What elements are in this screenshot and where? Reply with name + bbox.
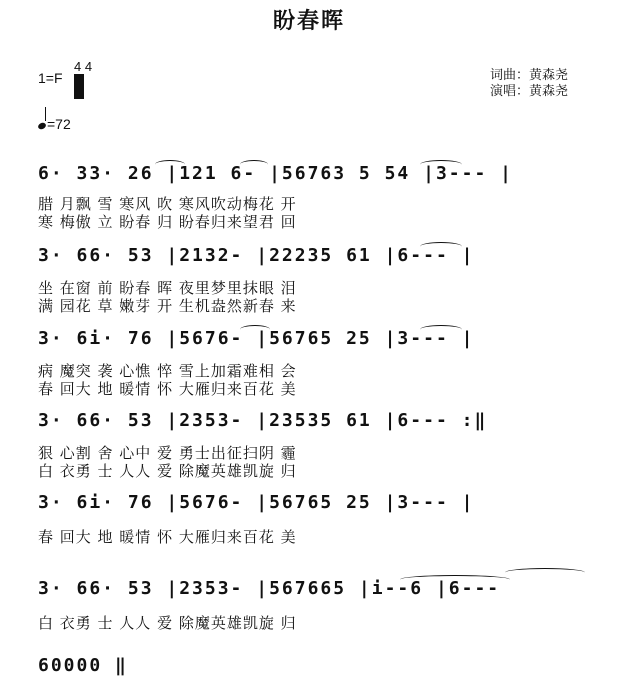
slur-mark (155, 160, 185, 169)
lyrics-line-1a: 腊 月飘 雪 寒风 吹 寒风吹动梅花 开 (38, 195, 297, 213)
meter-divider (74, 74, 84, 99)
lyrics-line-2a: 坐 在窗 前 盼春 晖 夜里梦里抹眼 泪 (38, 279, 297, 297)
credit-lyric-music: 词曲：黄森尧 (490, 68, 569, 83)
melody-line-4: 3· 66· 53 |2353- |23535 61 |6--- :‖ (38, 410, 488, 431)
meter-top: 4 (74, 59, 82, 74)
melody-line-6: 3· 66· 53 |2353- |567665 |i--6 |6--- (38, 578, 501, 599)
slur-mark (240, 325, 270, 334)
quarter-note-icon (37, 122, 47, 131)
credit-singer: 演唱：黄森尧 (490, 84, 569, 99)
lyrics-line-1b: 寒 梅傲 立 盼春 归 盼春归来望君 回 (38, 213, 297, 231)
lyrics-line-3a: 病 魔突 袭 心憔 悴 雪上加霜难相 会 (38, 362, 297, 380)
slur-mark (240, 160, 268, 169)
tempo-value: =72 (47, 116, 71, 132)
key-signature: 1=F (38, 70, 63, 86)
melody-line-2: 3· 66· 53 |2132- |22235 61 |6--- | (38, 245, 475, 266)
note-stem (45, 107, 46, 121)
lyrics-line-4a: 狠 心割 舍 心中 爱 勇士出征扫阴 霾 (38, 444, 297, 462)
beam-guide (38, 186, 598, 187)
melody-line-3: 3· 6i· 76 |5676- |56765 25 |3--- | (38, 328, 475, 349)
lyrics-line-5a: 春 回大 地 暖情 怀 大雁归来百花 美 (38, 528, 297, 546)
lyrics-line-2b: 满 园花 草 嫩芽 开 生机盎然新春 来 (38, 297, 297, 315)
slur-mark (420, 160, 462, 169)
time-signature (74, 60, 92, 73)
melody-line-5: 3· 6i· 76 |5676- |56765 25 |3--- | (38, 492, 475, 513)
lyrics-line-6a: 白 衣勇 士 人人 爱 除魔英雄凯旋 归 (38, 614, 297, 632)
tie-mark (400, 575, 510, 584)
melody-line-1: 6· 33· 26 |121 6- |56763 5 54 |3--- | (38, 163, 513, 184)
lyrics-line-3b: 春 回大 地 暖情 怀 大雁归来百花 美 (38, 380, 297, 398)
tempo-mark (38, 116, 71, 132)
meter-bottom: 4 (84, 59, 93, 74)
slur-mark (420, 242, 462, 251)
song-title: 盼春晖 (272, 9, 345, 34)
melody-line-7: 60000 ‖ (38, 655, 128, 676)
lyrics-line-4b: 白 衣勇 士 人人 爱 除魔英雄凯旋 归 (38, 462, 297, 480)
slur-mark (420, 325, 462, 334)
tie-mark (505, 568, 585, 577)
